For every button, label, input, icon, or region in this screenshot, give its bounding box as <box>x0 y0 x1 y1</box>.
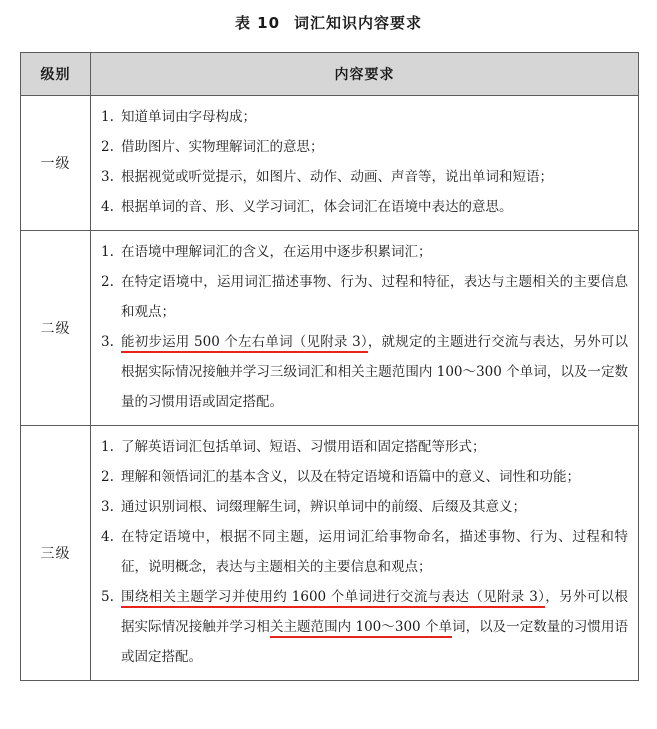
list-item: 1. 在语境中理解词汇的含义，在运用中逐步积累词汇； <box>101 244 432 260</box>
list-item: 1. 知道单词由字母构成； <box>101 109 256 125</box>
table-row-level-2 <box>21 231 639 426</box>
highlight-underline: 能初步运用 500 个左右单词（见附录 3） <box>121 334 368 353</box>
list-item: 5. 围绕相关主题学习并使用约 1600 个单词进行交流与表达（见附录 3），另外可以根据实际情况接触并学习相关主题范围内 100～300 个单词，以及一定数量的习惯用语或固定搭配。 <box>101 589 629 665</box>
table-title: 词汇知识内容要求 <box>294 14 423 32</box>
list-item: 3. 通过识别词根、词缀理解生词，辨识单词中的前缀、后缀及其意义； <box>101 499 526 515</box>
table-row-level-1 <box>21 96 639 231</box>
list-item: 2. 在特定语境中，运用词汇描述事物、行为、过程和特征，表达与主题相关的主要信息和观点； <box>101 274 628 320</box>
highlight-underline: 关主题范围内 100～300 个单 <box>270 619 452 638</box>
list-item: 4. 在特定语境中，根据不同主题，运用词汇给事物命名，描述事物、行为、过程和特征，说明概念，表达与主题相关的主要信息和观点； <box>101 529 628 575</box>
header-level: 级别 <box>21 53 91 96</box>
list-item: 2. 借助图片、实物理解词汇的意思； <box>101 139 324 155</box>
header-content: 内容要求 <box>91 53 639 96</box>
list-item: 4. 根据单词的音、形、义学习词汇，体会词汇在语境中表达的意思。 <box>101 199 513 215</box>
content-cell <box>91 96 639 231</box>
page-title <box>0 10 657 36</box>
level-cell: 一级 <box>21 96 91 231</box>
highlight-underline: 围绕相关主题学习并使用约 1600 个单词进行交流与表达（见附录 3） <box>121 589 545 608</box>
list-item: 3. 根据视觉或听觉提示，如图片、动作、动画、声音等，说出单词和短语； <box>101 169 553 185</box>
level-cell: 二级 <box>21 231 91 426</box>
level-cell: 三级 <box>21 426 91 681</box>
list-item: 2. 理解和领悟词汇的基本含义，以及在特定语境和语篇中的意义、词性和功能； <box>101 469 580 485</box>
header-row <box>21 53 639 96</box>
content-cell <box>91 231 639 426</box>
list-item: 3. 能初步运用 500 个左右单词（见附录 3），就规定的主题进行交流与表达，另外可以根据实际情况接触并学习三级词汇和相关主题范围内 100～300 个单词，以及一定数量的习惯用语或固定搭配。 <box>101 334 628 410</box>
table-number: 表 10 <box>234 14 281 32</box>
list-item: 1. 了解英语词汇包括单词、短语、习惯用语和固定搭配等形式； <box>101 439 486 455</box>
content-cell <box>91 426 639 681</box>
vocabulary-requirements-table <box>20 52 639 681</box>
table-row-level-3 <box>21 426 639 681</box>
